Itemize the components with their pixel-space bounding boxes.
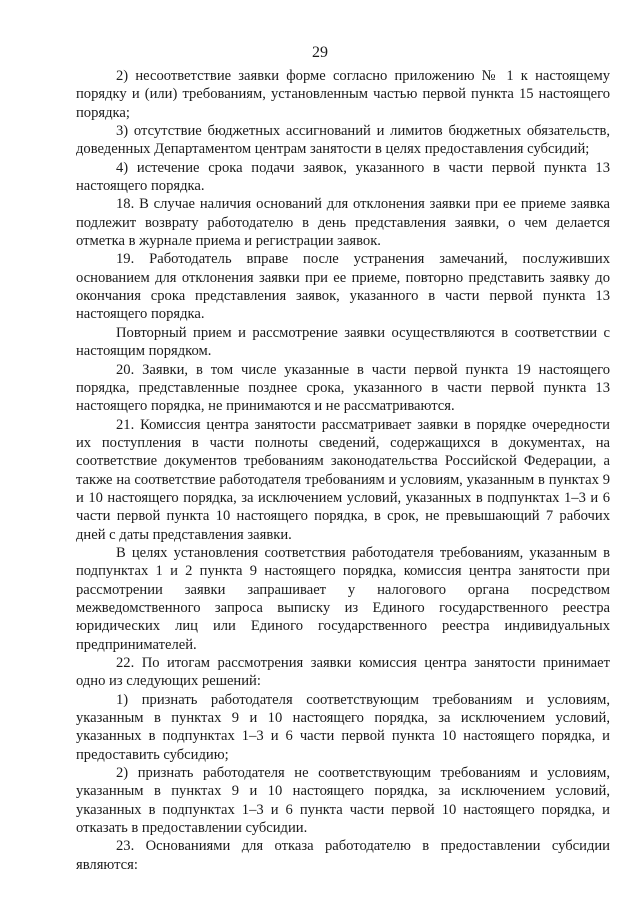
page-number: 29 [312,44,328,61]
document-body [76,67,610,874]
paragraph-subitem-2: 2) несоответствие заявки форме согласно приложению № 1 к настоящему порядку и (или) требованиям, установленным частью первой пункта 15 настоящего порядка; [76,68,610,121]
paragraph-subitem-4: 4) истечение срока подачи заявок, указанного в части первой пункта 13 настоящего порядка. [76,159,610,195]
paragraph-21: 21. Комиссия центра занятости рассматривает заявки в порядке очередности их поступления в части полноты сведений, содержащихся в документах, на соответствие документов требованиям законодательства Российской Федерации, а также на соответствие работодателя требованиям и условиям, указанным в пунктах 9 и 10 настоящего порядка, за исключением условий, указанных в подпунктах 1–3 и 6 части первой пункта 10 настоящего порядка, в срок, не превышающий 7 рабочих дней с даты представления заявки. [76,416,610,543]
paragraph-20: 20. Заявки, в том числе указанные в части первой пункта 19 настоящего порядка, представленные позднее срока, указанного в части первой пункта 13 настоящего порядка, не принимаются и не рассматриваются. [76,361,610,415]
paragraph-21-continued: В целях установления соответствия работодателя требованиям, указанным в подпунктах 1 и 2 пункта 9 настоящего порядка, комиссия центра занятости при рассмотрении заявки запрашивает у налогового органа посредством межведомственного запроса выписку из Единого государственного реестра юридических лиц или Единого государственного реестра индивидуальных предпринимателей. [76,544,610,653]
paragraph-23: 23. Основаниями для отказа работодателю в предоставлении субсидии являются: [76,838,610,873]
paragraph-22: 22. По итогам рассмотрения заявки комиссия центра занятости принимает одно из следующих решений: [76,655,610,690]
paragraph-19: 19. Работодатель вправе после устранения замечаний, послуживших основанием для отклонения заявки при ее приеме, повторно представить заявку до окончания срока представления заявок, указанного в части первой пункта 13 настоящего порядка. [76,251,610,323]
paragraph-18: 18. В случае наличия оснований для отклонения заявки при ее приеме заявка подлежит возврату работодателю в день представления заявки, о чем делается отметка в журнале приема и регистрации заявок. [76,196,610,250]
paragraph-22-decision-1: 1) признать работодателя соответствующим требованиям и условиям, указанным в пунктах 9 и 10 настоящего порядка, за исключением условий, указанных в подпунктах 1–3 и 6 части первой пункта 10 настоящего порядка, и предоставить субсидию; [76,691,610,763]
paragraph-19-continued: Повторный прием и рассмотрение заявки осуществляются в соответствии с настоящим порядком. [76,324,610,360]
paragraph-subitem-3: 3) отсутствие бюджетных ассигнований и лимитов бюджетных обязательств, доведенных Департаментом центрам занятости в целях предоставления субсидий; [76,123,610,158]
paragraph-22-decision-2: 2) признать работодателя не соответствующим требованиям и условиям, указанным в пунктах 9 и 10 настоящего порядка, за исключением условий, указанных в подпунктах 1–3 и 6 пункта части первой 10 настоящего порядка, и отказать в предоставлении субсидии. [76,765,610,837]
